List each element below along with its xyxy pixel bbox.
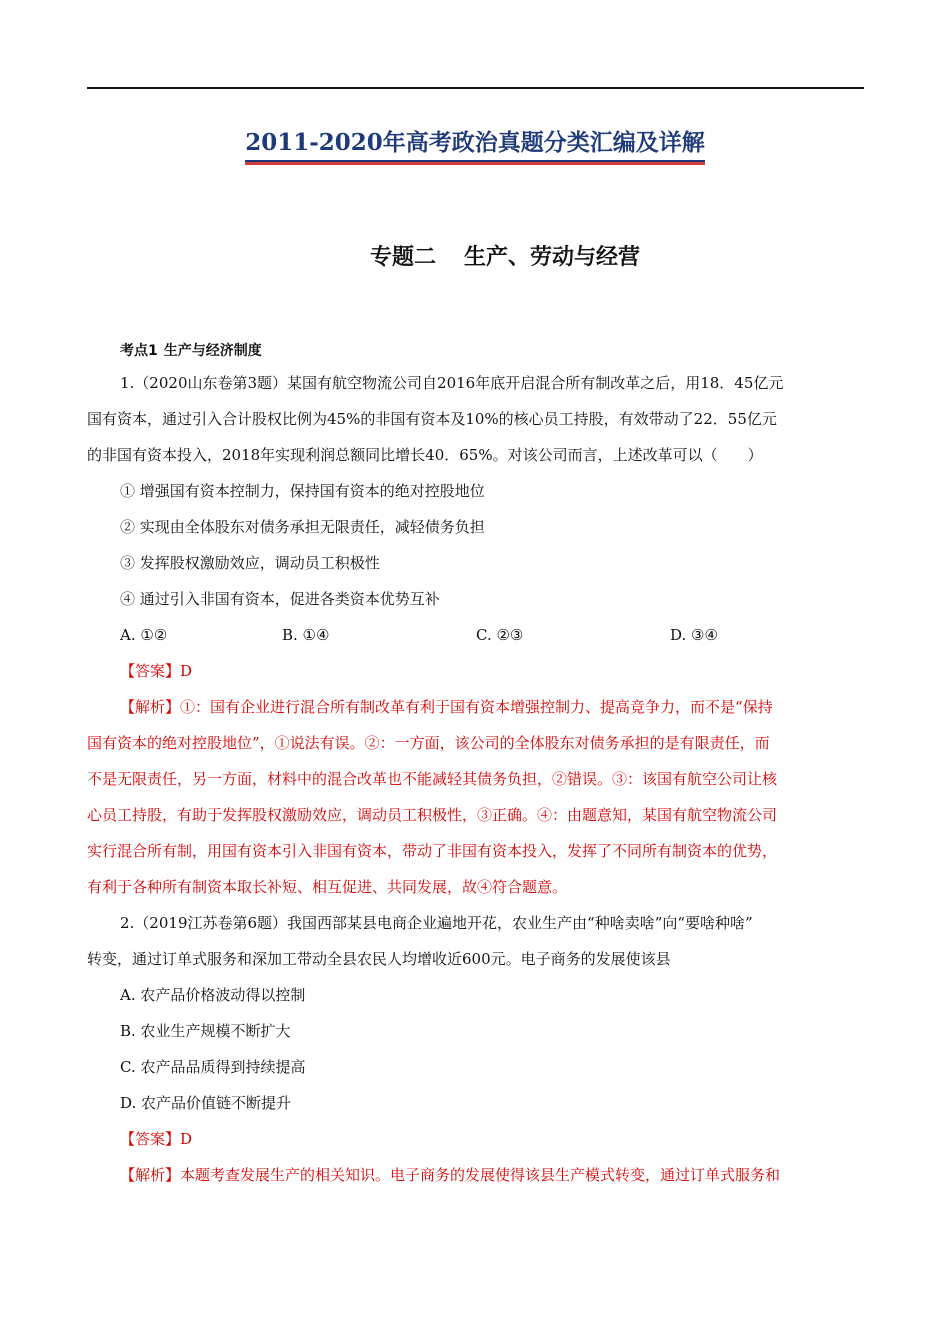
section-title: 生产与经济制度 (163, 343, 262, 359)
q1-stem-line-2: 国有资本，通过引入合计股权比例为45%的非国有资本及10%的核心员工持股，有效带动了22．55亿元 (87, 410, 777, 428)
topic-title (370, 240, 640, 271)
q2-option-a: A. 农产品价格波动得以控制 (120, 986, 306, 1004)
q2-analysis-line-1 (87, 1157, 864, 1193)
q2-option-b: B. 农业生产规模不断扩大 (120, 1022, 291, 1040)
q2-answer: 【答案】D (120, 1130, 193, 1148)
q1-answer: 【答案】D (120, 662, 193, 680)
q1-analysis-line-3: 不是无限责任，另一方面，材料中的混合改革也不能减轻其债务负担，②错误。③：该国有航空公司让核 (87, 770, 778, 788)
q1-choice-b: B. ①④ (282, 626, 330, 644)
q1-item-3: ③ 发挥股权激励效应，调动员工积极性 (120, 554, 380, 572)
q1-choice-a: A. ①② (120, 626, 168, 644)
q1-analysis-line-2: 国有资本的绝对控股地位”，①说法有误。②：一方面，该公司的全体股东对债务承担的是有限责任，而 (87, 734, 770, 752)
q1-analysis-line-6: 有利于各种所有制资本取长补短、相互促进、共同发展，故④符合题意。 (87, 878, 568, 896)
q2-stem-line-1: 2.（2019江苏卷第6题）我国西部某县电商企业遍地开花，农业生产由“种啥卖啥”向“要啥种啥” (120, 914, 753, 932)
q1-stem-line-3: 的非国有资本投入，2018年实现利润总额同比增长40．65%。对该公司而言，上述改革可以（ ） (87, 446, 763, 464)
q1-choices (87, 617, 864, 653)
q1-analysis-line-5: 实行混合所有制，用国有资本引入非国有资本，带动了非国有资本投入，发挥了不同所有制资本的优势， (87, 842, 778, 860)
q1-analysis-tag: 【解析】 (120, 698, 181, 716)
q2-analysis-text-1: 本题考查发展生产的相关知识。电子商务的发展使得该县生产模式转变，通过订单式服务和 (180, 1166, 781, 1184)
q1-analysis-line-4: 心员工持股，有助于发挥股权激励效应，调动员工积极性，③正确。④：由题意知，某国有航空物流公司 (87, 806, 778, 824)
section-label: 考点1 (120, 343, 158, 359)
q1-item-1: ① 增强国有资本控制力，保持国有资本的绝对控股地位 (120, 482, 485, 500)
q2-option-d: D. 农产品价值链不断提升 (120, 1094, 292, 1112)
document-title (0, 124, 950, 162)
header-rule (87, 87, 864, 89)
q1-item-4: ④ 通过引入非国有资本，促进各类资本优势互补 (120, 590, 440, 608)
q2-stem-line-2: 转变，通过订单式服务和深加工带动全县农民人均增收近600元。电子商务的发展使该县 (87, 950, 671, 968)
q1-analysis-line-1 (87, 689, 864, 725)
topic-name: 生产、劳动与经营 (464, 245, 641, 270)
section-heading (120, 340, 262, 360)
q1-analysis-text-1: ①：国有企业进行混合所有制改革有利于国有资本增强控制力、提高竞争力，而不是“保持 (180, 698, 773, 716)
q1-stem-line-1: 1.（2020山东卷第3题）某国有航空物流公司自2016年底开启混合所有制改革之后，用18．45亿元 (120, 374, 784, 392)
q1-choice-d: D. ③④ (670, 626, 718, 644)
q2-analysis-tag: 【解析】 (120, 1166, 181, 1184)
topic-number: 专题二 (370, 245, 437, 270)
document-title-text: 2011-2020年高考政治真题分类汇编及详解 (245, 124, 705, 162)
document-body (87, 365, 864, 1193)
q2-option-c: C. 农产品品质得到持续提高 (120, 1058, 306, 1076)
q1-choice-c: C. ②③ (476, 626, 524, 644)
q1-item-2: ② 实现由全体股东对债务承担无限责任，减轻债务负担 (120, 518, 485, 536)
